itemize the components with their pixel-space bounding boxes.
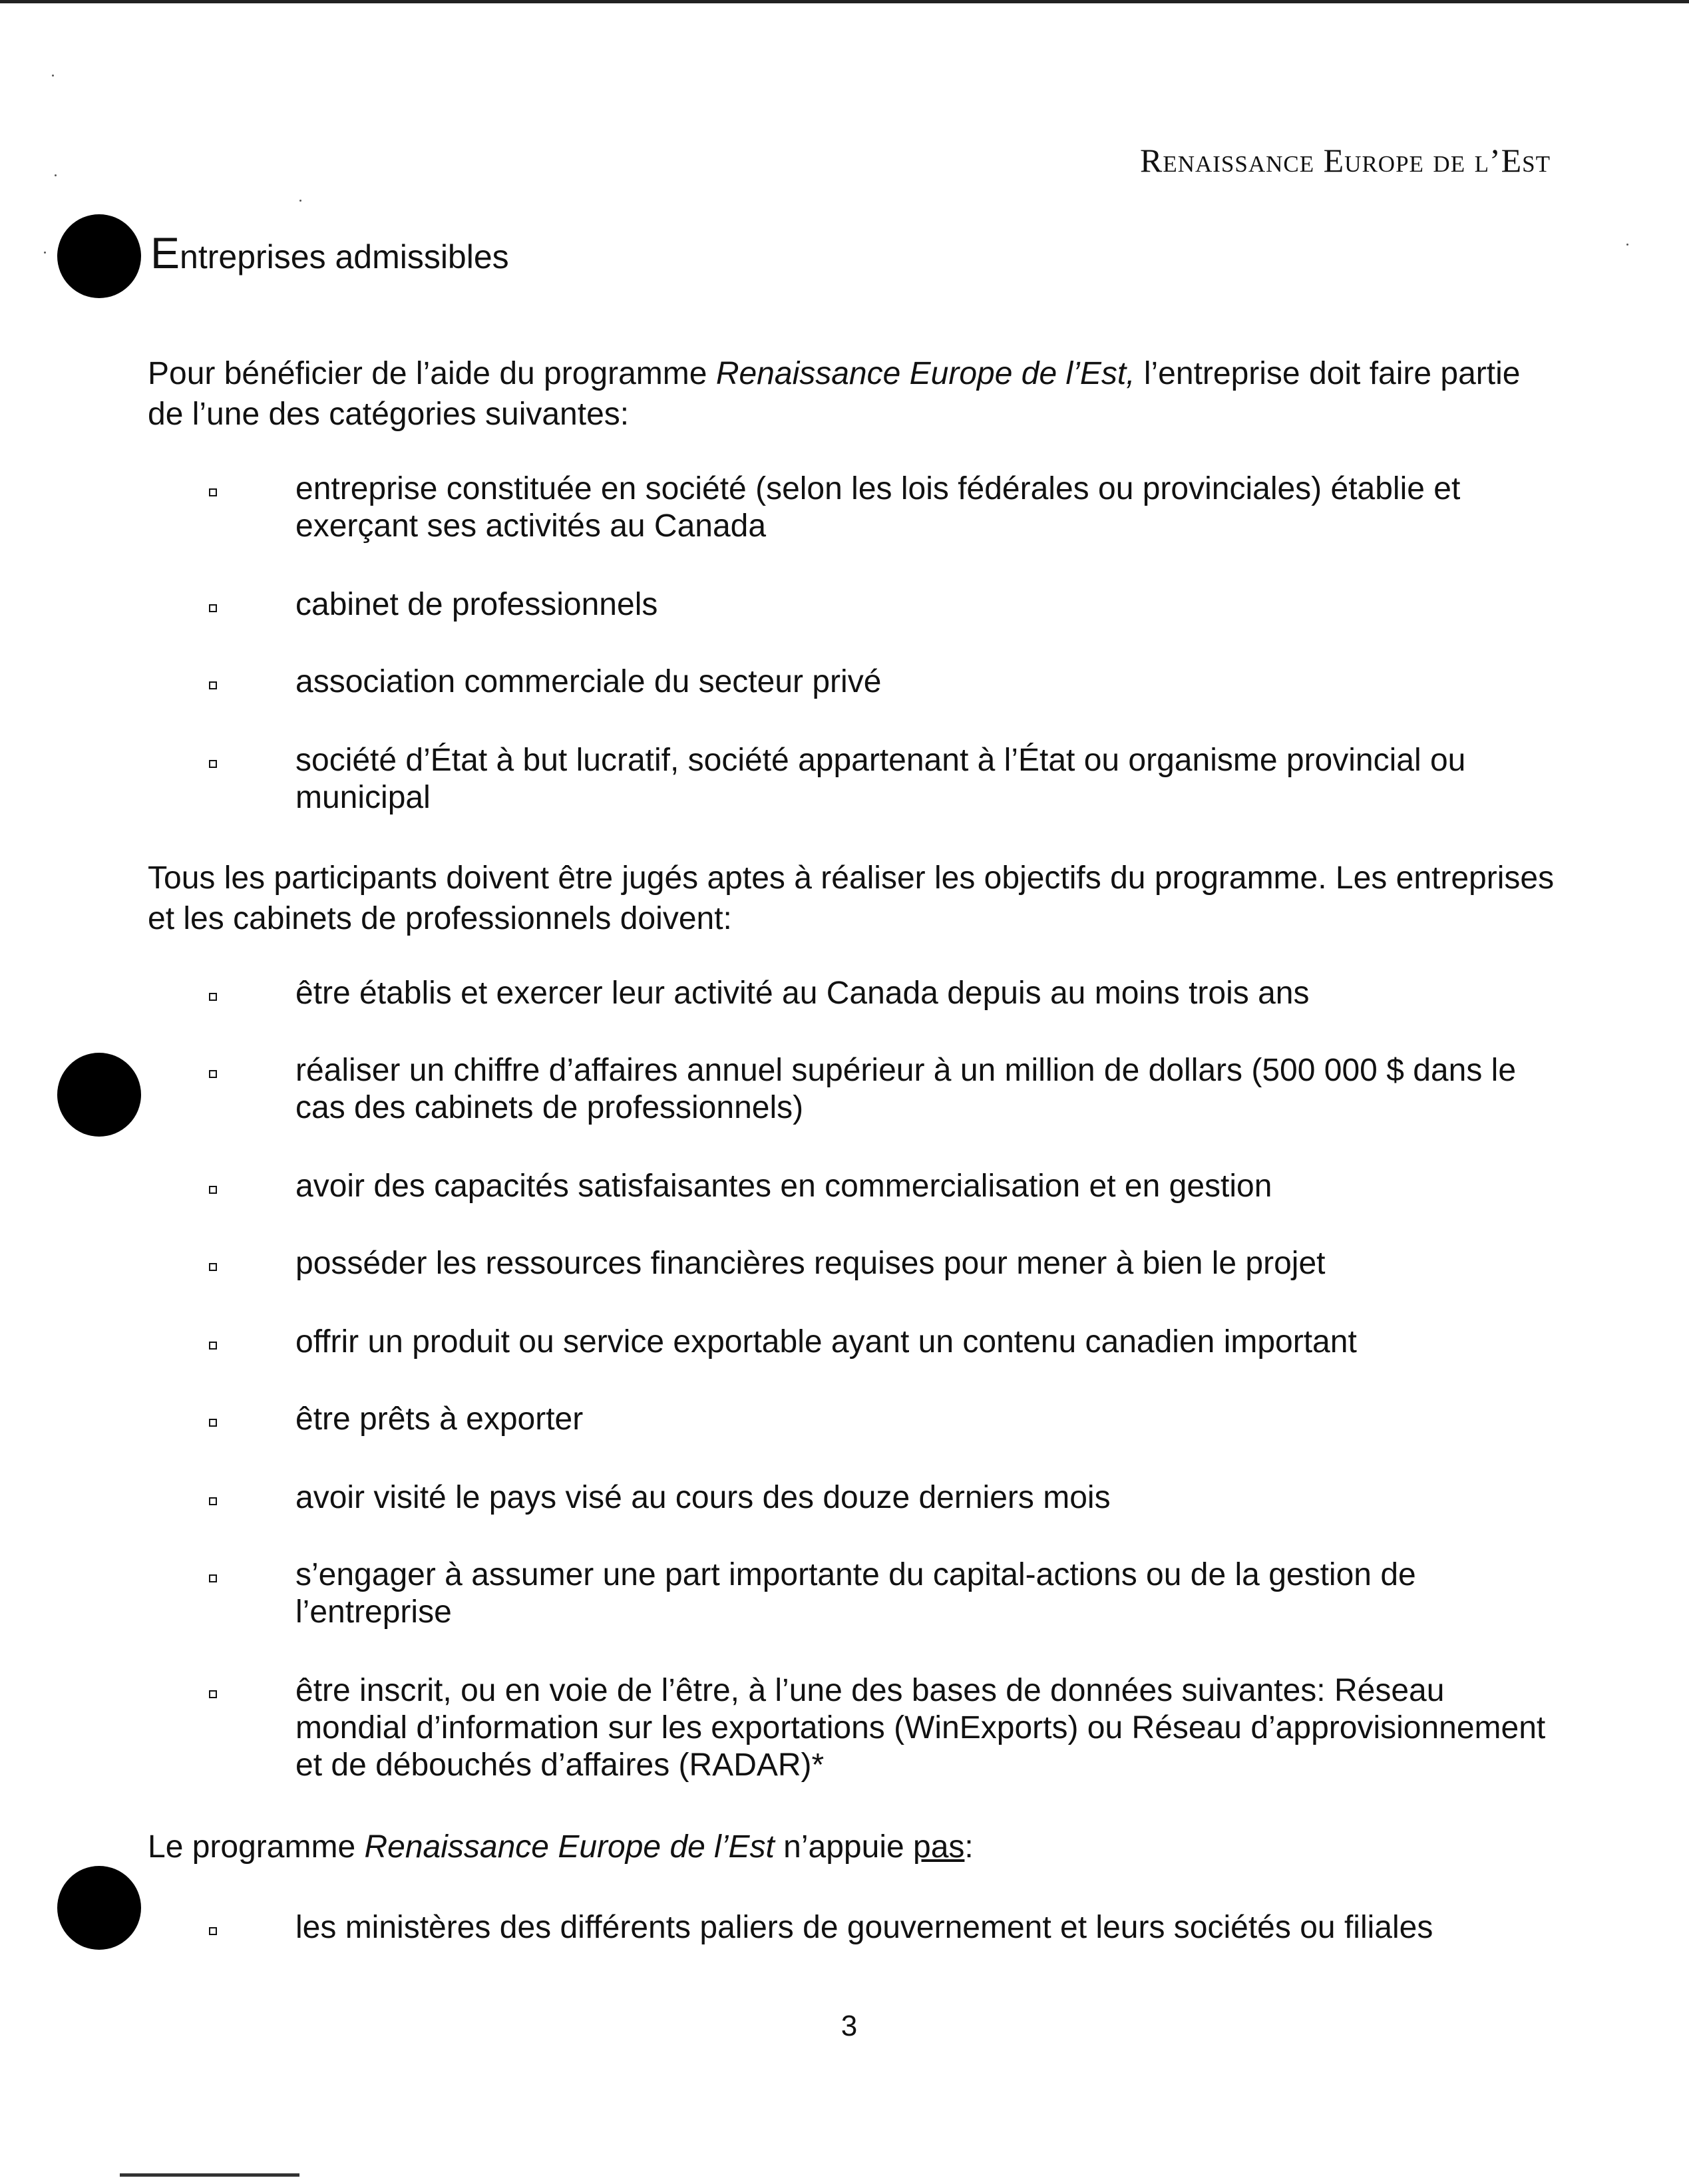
section-heading [150, 228, 509, 278]
requirement-item: réaliser un chiffre d’affaires annuel supérieur à un million de dollars (500 000 $ dans le cas des cabinets de professionnels) [295, 1053, 1517, 1125]
scan-speck [52, 75, 54, 77]
bullet-marker [209, 1419, 217, 1427]
bullet-marker [209, 1342, 217, 1350]
punch-hole-top [57, 214, 141, 298]
bullet-marker [209, 681, 217, 689]
requirement-item: s’engager à assumer une part importante du capital-actions ou de la gestion de l’entreprise [295, 1557, 1416, 1630]
bullet-marker [209, 1574, 217, 1582]
requirement-item: avoir visité le pays visé au cours des douze derniers mois [295, 1480, 1111, 1515]
bullet-marker [209, 1690, 217, 1698]
category-item: entreprise constituée en société (selon les lois fédérales ou provinciales) établie et exerçant ses activités au Canada [295, 471, 1461, 544]
category-item: association commerciale du secteur privé [295, 664, 882, 699]
requirement-item: être établis et exercer leur activité au Canada depuis au moins trois ans [295, 976, 1310, 1011]
bullet-marker [209, 993, 217, 1001]
scan-speck [299, 200, 301, 202]
emphasis-word: pas [913, 1829, 965, 1865]
bullet-marker [209, 760, 217, 768]
requirement-item: avoir des capacités satisfaisantes en commercialisation et en gestion [295, 1169, 1272, 1204]
running-head: Renaissance Europe de l’Est [1140, 142, 1551, 179]
bullet-marker [209, 1263, 217, 1271]
requirement-item: posséder les ressources financières requises pour mener à bien le projet [295, 1246, 1326, 1281]
bullet-marker [209, 1497, 217, 1505]
requirement-item: être prêts à exporter [295, 1401, 584, 1437]
bullet-marker [209, 1927, 217, 1935]
intro-paragraph [148, 353, 1559, 435]
exclusion-item: les ministères des différents paliers de gouvernement et leurs sociétés ou filiales [295, 1910, 1433, 1945]
top-scan-border [0, 0, 1689, 3]
exclusions-text-start: Le programme [148, 1829, 365, 1865]
scan-speck [55, 174, 57, 176]
intro-text-end: l’entreprise doit faire partie de l’une des catégories suivantes: [148, 356, 1521, 432]
program-name: Renaissance Europe de l’Est [364, 1829, 775, 1865]
intro-text-start: Pour bénéficier de l’aide du programme [148, 356, 716, 391]
category-item: cabinet de professionnels [295, 587, 658, 622]
exclusions-text-end: : [964, 1829, 974, 1865]
scan-speck [1626, 244, 1628, 246]
program-name: Renaissance Europe de l’Est, [715, 356, 1135, 391]
requirement-item: offrir un produit ou service exportable ayant un contenu canadien important [295, 1324, 1357, 1360]
category-item: société d’État à but lucratif, société appartenant à l’État ou organisme provincial ou municipal [295, 743, 1466, 815]
requirements-paragraph: Tous les participants doivent être jugés aptes à réaliser les objectifs du programme. Les entreprises et les cabinets de professionnels doivent: [148, 860, 1555, 936]
bullet-marker [209, 488, 217, 496]
heading-rest: ntreprises admissibles [180, 238, 509, 275]
bullet-marker [209, 604, 217, 612]
requirement-item: être inscrit, ou en voie de l’être, à l’une des bases de données suivantes: Réseau mondial d’information sur les exportations (WinExports) ou Réseau d’approvisionnement et de débouchés d’affaires (RADAR)* [295, 1673, 1546, 1783]
punch-hole-bottom [57, 1866, 141, 1950]
punch-hole-middle [57, 1053, 141, 1137]
page-number: 3 [841, 2010, 858, 2042]
bottom-scan-mark [120, 2173, 299, 2177]
bullet-marker [209, 1070, 217, 1078]
bullet-marker [209, 1186, 217, 1194]
heading-initial: E [150, 228, 180, 277]
scan-speck [44, 252, 46, 254]
exclusions-text-middle: n’appuie [774, 1829, 914, 1865]
exclusions-paragraph [148, 1827, 1559, 1867]
